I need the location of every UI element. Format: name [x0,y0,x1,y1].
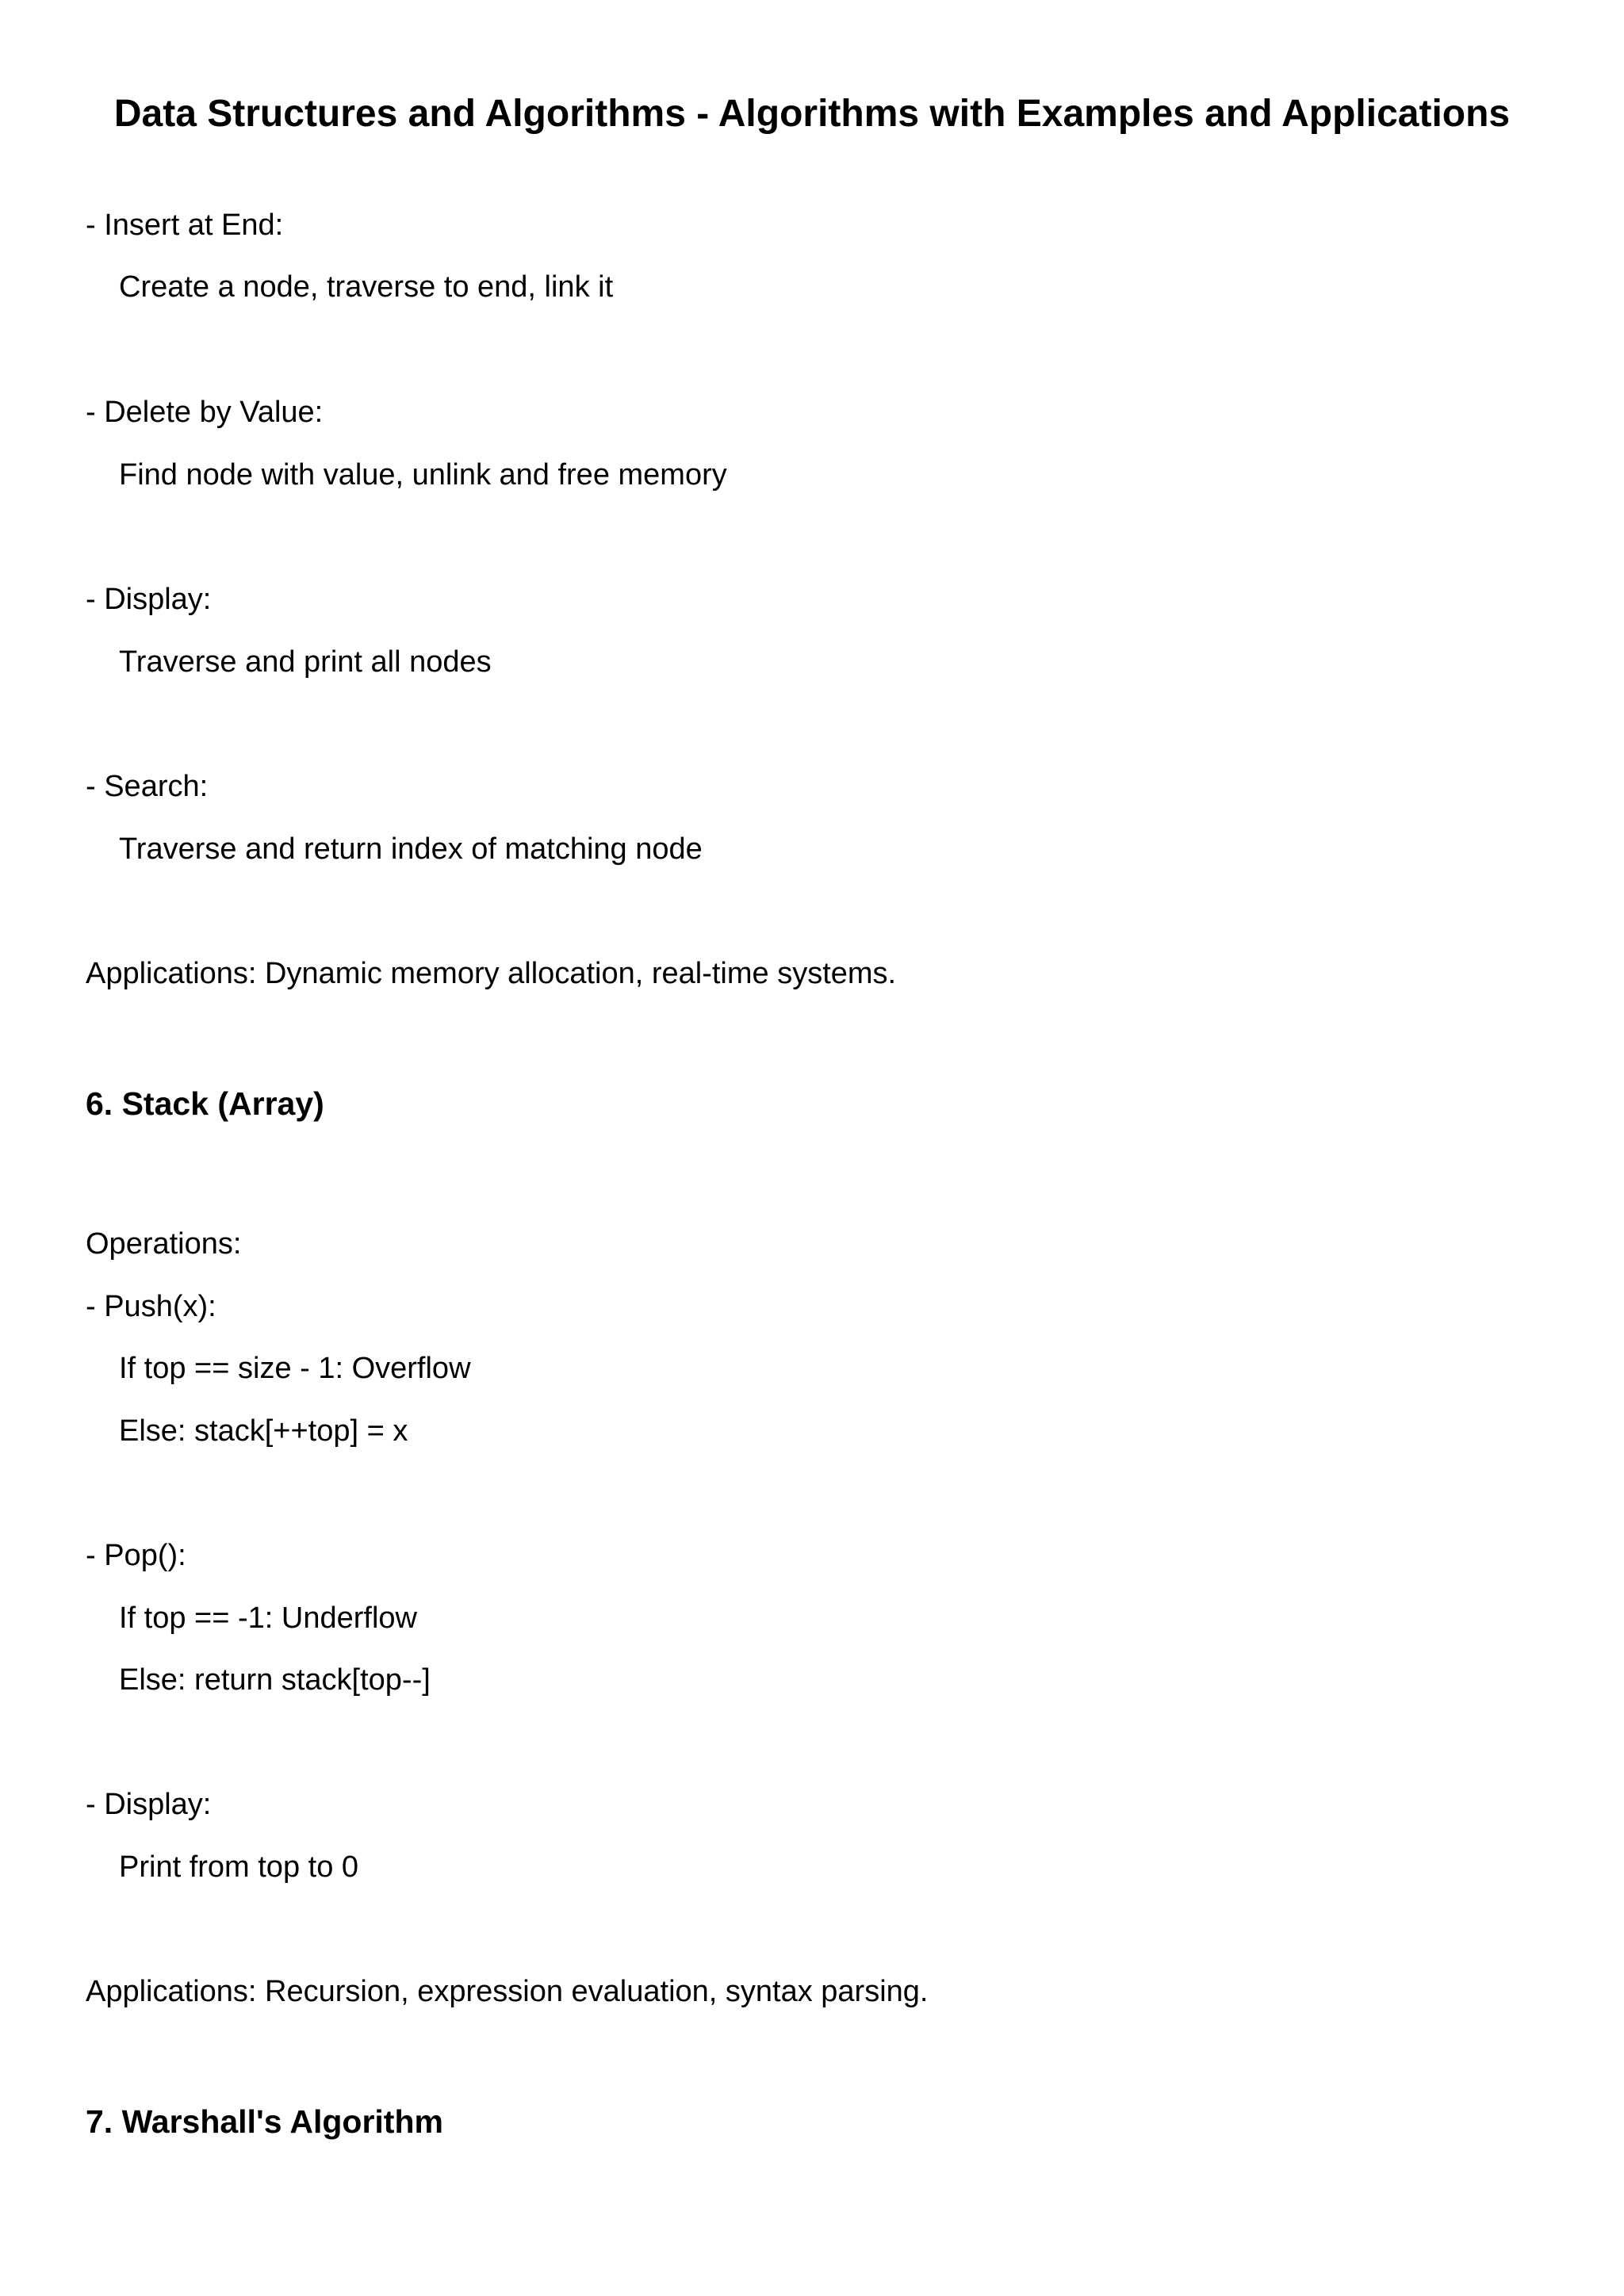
linked-list-applications: Applications: Dynamic memory allocation, real-time systems. [86,957,897,990]
push-overflow-line: If top == size - 1: Overflow [119,1352,471,1385]
pop-label: - Pop(): [86,1539,186,1572]
search-detail: Traverse and return index of matching node [119,832,703,866]
document-title: Data Structures and Algorithms - Algorithms with Examples and Applications [113,93,1511,135]
search-label: - Search: [86,770,209,803]
pop-underflow-line: If top == -1: Underflow [119,1601,417,1635]
insert-at-end-detail: Create a node, traverse to end, link it [119,270,614,304]
display-label: - Display: [86,583,212,616]
push-label: - Push(x): [86,1290,216,1323]
delete-by-value-detail: Find node with value, unlink and free memory [119,458,727,492]
push-else-line: Else: stack[++top] = x [119,1414,408,1448]
stack-display-detail: Print from top to 0 [119,1850,359,1884]
display-detail: Traverse and print all nodes [119,645,492,679]
warshall-section-heading: 7. Warshall's Algorithm [86,2103,443,2140]
stack-section-heading: 6. Stack (Array) [86,1085,324,1122]
insert-at-end-label: - Insert at End: [86,209,284,242]
stack-applications: Applications: Recursion, expression evaluation, syntax parsing. [86,1975,929,2008]
pop-else-line: Else: return stack[top--] [119,1663,431,1697]
delete-by-value-label: - Delete by Value: [86,396,324,429]
stack-display-label: - Display: [86,1788,212,1821]
stack-operations-label: Operations: [86,1227,242,1261]
